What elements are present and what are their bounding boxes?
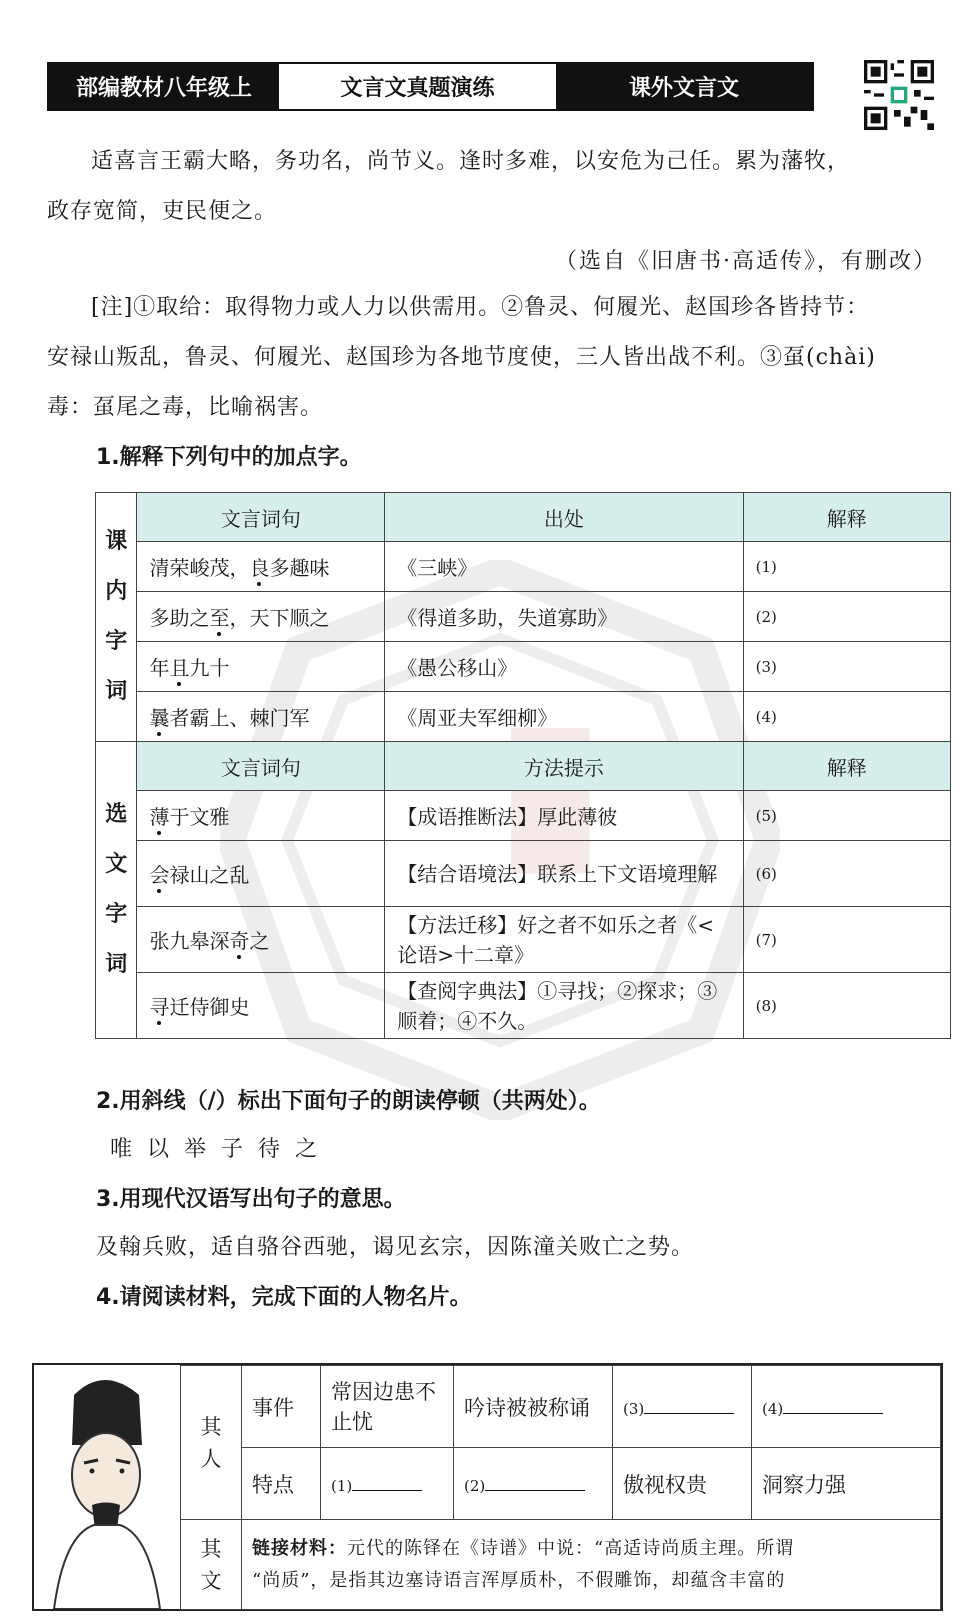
- col-header-explain: 解释: [743, 493, 950, 542]
- col-header-explain: 解释: [743, 742, 950, 791]
- section-label-selected-text: 选 文 字 词: [96, 742, 137, 1039]
- trait-cell: 洞察力强: [752, 1448, 941, 1520]
- phrase-cell: 会禄山之乱: [137, 841, 385, 907]
- event-answer-4[interactable]: (4): [752, 1366, 941, 1448]
- source-cell: 《得道多助，失道寡助》: [385, 592, 743, 642]
- table-row: [96, 542, 951, 592]
- qr-code-icon: [864, 60, 934, 130]
- col-header-phrase: 文言词句: [137, 742, 385, 791]
- method-cell: 【成语推断法】厚此薄彼: [385, 791, 743, 841]
- method-cell: 【查阅字典法】①寻找；②探求；③顺着；④不久。: [385, 973, 743, 1039]
- trait-cell: 傲视权贵: [613, 1448, 752, 1520]
- answer-cell[interactable]: (6): [743, 841, 950, 907]
- traits-label: 特点: [242, 1448, 321, 1520]
- col-header-source: 出处: [385, 493, 743, 542]
- phrase-cell: 曩者霸上、棘门军: [137, 692, 385, 742]
- trait-answer-1[interactable]: (1): [321, 1448, 454, 1520]
- table-row: [96, 841, 951, 907]
- note-line-2: 安禄山叛乱，鲁灵、何履光、赵国珍为各地节度使，三人皆出战不利。③虿(chài): [47, 345, 876, 370]
- answer-cell[interactable]: (2): [743, 592, 950, 642]
- header-center: 文言文真题演练: [279, 64, 556, 109]
- header-right: 课外文言文: [556, 64, 812, 109]
- source-cell: 《周亚夫军细柳》: [385, 692, 743, 742]
- question-2-title: 2.用斜线（/）标出下面句子的朗读停顿（共两处）。: [96, 1089, 601, 1114]
- phrase-cell: 多助之至，天下顺之: [137, 592, 385, 642]
- portrait-icon: [34, 1365, 181, 1609]
- table-row: [96, 592, 951, 642]
- event-cell: 常因边患不止忧: [321, 1366, 454, 1448]
- header-left: 部编教材八年级上: [49, 64, 279, 109]
- label-text: 其 文: [181, 1520, 242, 1610]
- phrase-cell: 寻迁侍御史: [137, 973, 385, 1039]
- col-header-method: 方法提示: [385, 742, 743, 791]
- phrase-cell: 清荣峻茂，良多趣味: [137, 542, 385, 592]
- note-line-1: [注]①取给：取得物力或人力以供需用。②鲁灵、何履光、赵国珍各皆持节：: [91, 295, 870, 320]
- phrase-cell: 年且九十: [137, 642, 385, 692]
- question-3-title: 3.用现代汉语写出句子的意思。: [96, 1187, 406, 1212]
- question-2-sentence[interactable]: 唯 以 举 子 待 之: [110, 1137, 321, 1162]
- table-row: [96, 907, 951, 973]
- phrase-cell: 张九皋深奇之: [137, 907, 385, 973]
- source-cell: 《愚公移山》: [385, 642, 743, 692]
- event-cell: 吟诗被被称诵: [454, 1366, 613, 1448]
- vocab-table: [95, 492, 951, 1039]
- answer-cell[interactable]: (1): [743, 542, 950, 592]
- event-answer-3[interactable]: (3): [613, 1366, 752, 1448]
- link-material: 链接材料：元代的陈铎在《诗谱》中说：“高适诗尚质主理。所谓 “尚质”，是指其边塞诗语言浑厚质朴，不假雕饰，却蕴含丰富的: [242, 1520, 941, 1610]
- phrase-cell: 薄于文雅: [137, 791, 385, 841]
- answer-cell[interactable]: (7): [743, 907, 950, 973]
- trait-answer-2[interactable]: (2): [454, 1448, 613, 1520]
- page-header: [47, 62, 814, 111]
- col-header-phrase: 文言词句: [137, 493, 385, 542]
- label-person: 其 人: [181, 1366, 242, 1520]
- note-line-3: 毒：虿尾之毒，比喻祸害。: [47, 395, 324, 420]
- section-label-in-class: 课 内 字 词: [96, 493, 137, 742]
- question-1-title: 1.解释下列句中的加点字。: [96, 445, 362, 470]
- profile-table: [180, 1365, 941, 1610]
- passage-line-1: 适喜言王霸大略，务功名，尚节义。逢时多难，以安危为己任。累为藩牧，: [91, 149, 851, 174]
- answer-cell[interactable]: (4): [743, 692, 950, 742]
- answer-cell[interactable]: (5): [743, 791, 950, 841]
- answer-cell[interactable]: (8): [743, 973, 950, 1039]
- table-row: [96, 692, 951, 742]
- method-cell: 【方法迁移】好之者不如乐之者《<论语>十二章》: [385, 907, 743, 973]
- table-row: [96, 642, 951, 692]
- table-row: [96, 791, 951, 841]
- profile-card: [32, 1363, 943, 1611]
- events-label: 事件: [242, 1366, 321, 1448]
- table-row: [96, 973, 951, 1039]
- passage-line-2: 政存宽简，吏民便之。: [47, 199, 278, 224]
- source-cell: 《三峡》: [385, 542, 743, 592]
- question-3-sentence: 及翰兵败，适自骆谷西驰，谒见玄宗，因陈潼关败亡之势。: [96, 1235, 695, 1260]
- passage-source: （选自《旧唐书·高适传》，有删改）: [555, 249, 937, 274]
- question-4-title: 4.请阅读材料，完成下面的人物名片。: [96, 1285, 472, 1310]
- method-cell: 【结合语境法】联系上下文语境理解: [385, 841, 743, 907]
- answer-cell[interactable]: (3): [743, 642, 950, 692]
